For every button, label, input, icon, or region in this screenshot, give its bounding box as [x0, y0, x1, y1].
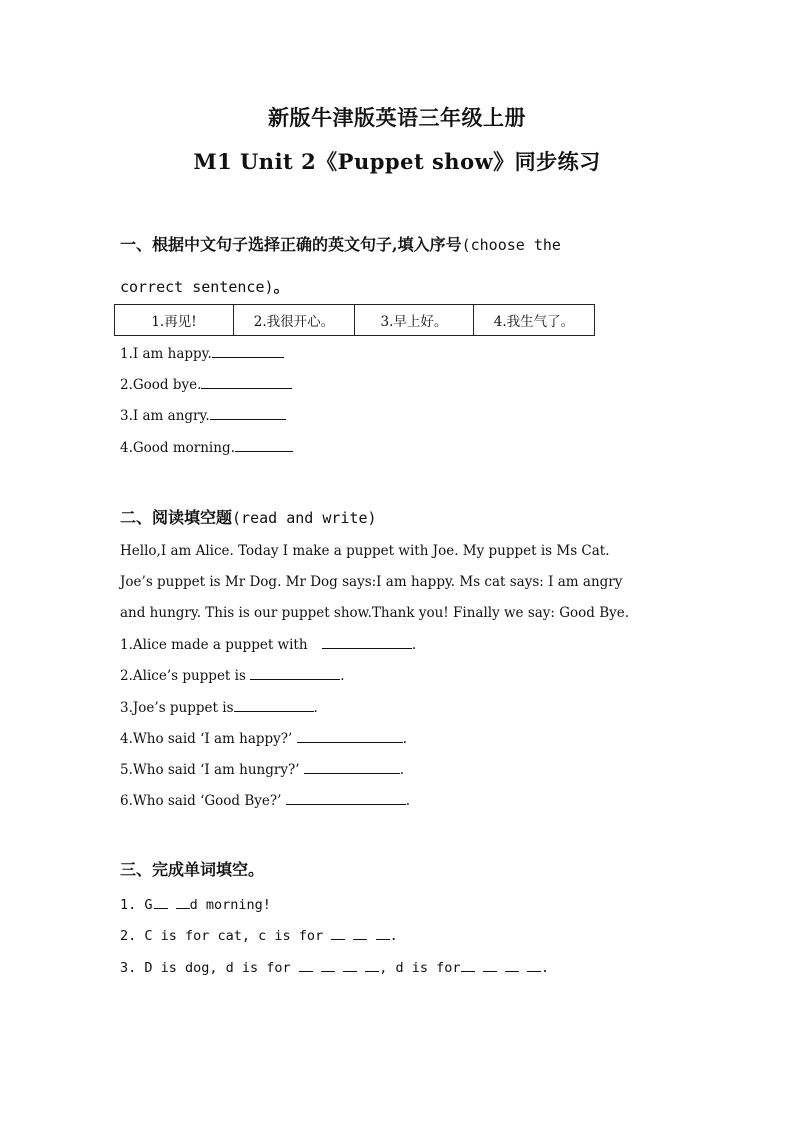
period: .	[340, 668, 345, 684]
period: .	[540, 960, 550, 976]
s3-question-text-mid: , d is for	[379, 960, 461, 976]
period: .	[411, 637, 417, 653]
options-table	[114, 304, 595, 336]
s1-question-text: 4.Good morning.	[120, 440, 235, 456]
passage-line: Joe’s puppet is Mr Dog. Mr Dog says:I am happy. Ms cat says: I am angry	[120, 574, 623, 590]
letter-blank[interactable]	[376, 927, 390, 940]
section2-heading-en: (read and write)	[232, 509, 377, 527]
letter-blank[interactable]	[331, 927, 345, 940]
section1-heading	[120, 232, 561, 255]
s1-question-text: 2.Good bye.	[120, 377, 202, 393]
option-cell: 1.再见!	[115, 305, 234, 336]
section1-heading-end: 。	[273, 277, 290, 296]
s1-question-3	[120, 407, 286, 424]
s3-question-text-end: d morning!	[189, 897, 271, 913]
letter-blank[interactable]	[527, 959, 541, 972]
answer-blank[interactable]	[201, 376, 292, 389]
s2-question-text: 6.Who said ‘Good Bye?’	[120, 793, 282, 809]
answer-blank[interactable]	[250, 667, 340, 680]
letter-blank[interactable]	[154, 896, 168, 909]
s1-question-2	[120, 376, 292, 393]
answer-blank[interactable]	[234, 699, 314, 712]
letter-blank[interactable]	[176, 896, 190, 909]
letter-blank[interactable]	[321, 959, 335, 972]
s2-question-text: 1.Alice made a puppet with	[120, 637, 308, 653]
period: .	[389, 928, 398, 944]
passage-line: and hungry. This is our puppet show.Thank you! Finally we say: Good Bye.	[120, 605, 630, 621]
option-cell: 4.我生气了。	[474, 305, 595, 336]
section3-heading: 三、完成单词填空。	[120, 860, 265, 879]
section1-heading-cn: 一、根据中文句子选择正确的英文句子,填入序号	[120, 235, 462, 254]
s2-question-text: 2.Alice’s puppet is	[120, 668, 246, 684]
s2-question-3	[120, 699, 318, 716]
worksheet-subtitle: M1 Unit 2《Puppet show》同步练习	[193, 149, 601, 174]
s2-question-text: 3.Joe’s puppet is	[120, 700, 234, 716]
option-cell: 3.早上好。	[355, 305, 474, 336]
period: .	[405, 793, 411, 809]
answer-blank[interactable]	[210, 407, 286, 420]
answer-blank[interactable]	[322, 636, 412, 649]
s3-question-text: 1. G	[120, 897, 153, 913]
period: .	[313, 700, 318, 716]
passage-line: Hello,I am Alice. Today I make a puppet with Joe. My puppet is Ms Cat.	[120, 543, 610, 559]
letter-blank[interactable]	[299, 959, 313, 972]
s2-question-4	[120, 730, 407, 747]
s2-question-2	[120, 667, 345, 684]
s3-question-1	[120, 896, 271, 913]
section1-heading-cont	[120, 274, 290, 297]
s2-question-5	[120, 761, 404, 778]
s1-question-4	[120, 439, 293, 456]
answer-blank[interactable]	[235, 439, 293, 452]
answer-blank[interactable]	[304, 761, 400, 774]
letter-blank[interactable]	[461, 959, 475, 972]
s3-question-text: 2. C is for cat, c is for	[120, 928, 324, 944]
s3-question-2	[120, 927, 398, 944]
letter-blank[interactable]	[505, 959, 519, 972]
answer-blank[interactable]	[286, 792, 406, 805]
letter-blank[interactable]	[343, 959, 357, 972]
option-cell: 2.我很开心。	[234, 305, 355, 336]
s1-question-1	[120, 345, 284, 362]
letter-blank[interactable]	[365, 959, 379, 972]
s1-question-text: 3.I am angry.	[120, 408, 210, 424]
section2-heading-cn: 二、阅读填空题	[120, 508, 233, 527]
letter-blank[interactable]	[353, 927, 367, 940]
options-row	[115, 305, 595, 336]
s3-question-3	[120, 959, 549, 976]
s2-question-1	[120, 636, 416, 653]
section1-heading-en: (choose the	[461, 236, 561, 254]
s1-question-text: 1.I am happy.	[120, 346, 212, 362]
section1-heading-en2: correct sentence)	[120, 278, 274, 296]
s3-question-text: 3. D is dog, d is for	[120, 960, 291, 976]
period: .	[402, 731, 407, 747]
s2-question-text: 4.Who said ‘I am happy?’	[120, 731, 293, 747]
period: .	[399, 762, 405, 778]
answer-blank[interactable]	[297, 730, 403, 743]
s2-question-6	[120, 792, 410, 809]
answer-blank[interactable]	[212, 345, 284, 358]
worksheet-title: 新版牛津版英语三年级上册	[268, 105, 526, 130]
section2-heading	[120, 505, 377, 528]
letter-blank[interactable]	[483, 959, 497, 972]
s2-question-text: 5.Who said ‘I am hungry?’	[120, 762, 300, 778]
